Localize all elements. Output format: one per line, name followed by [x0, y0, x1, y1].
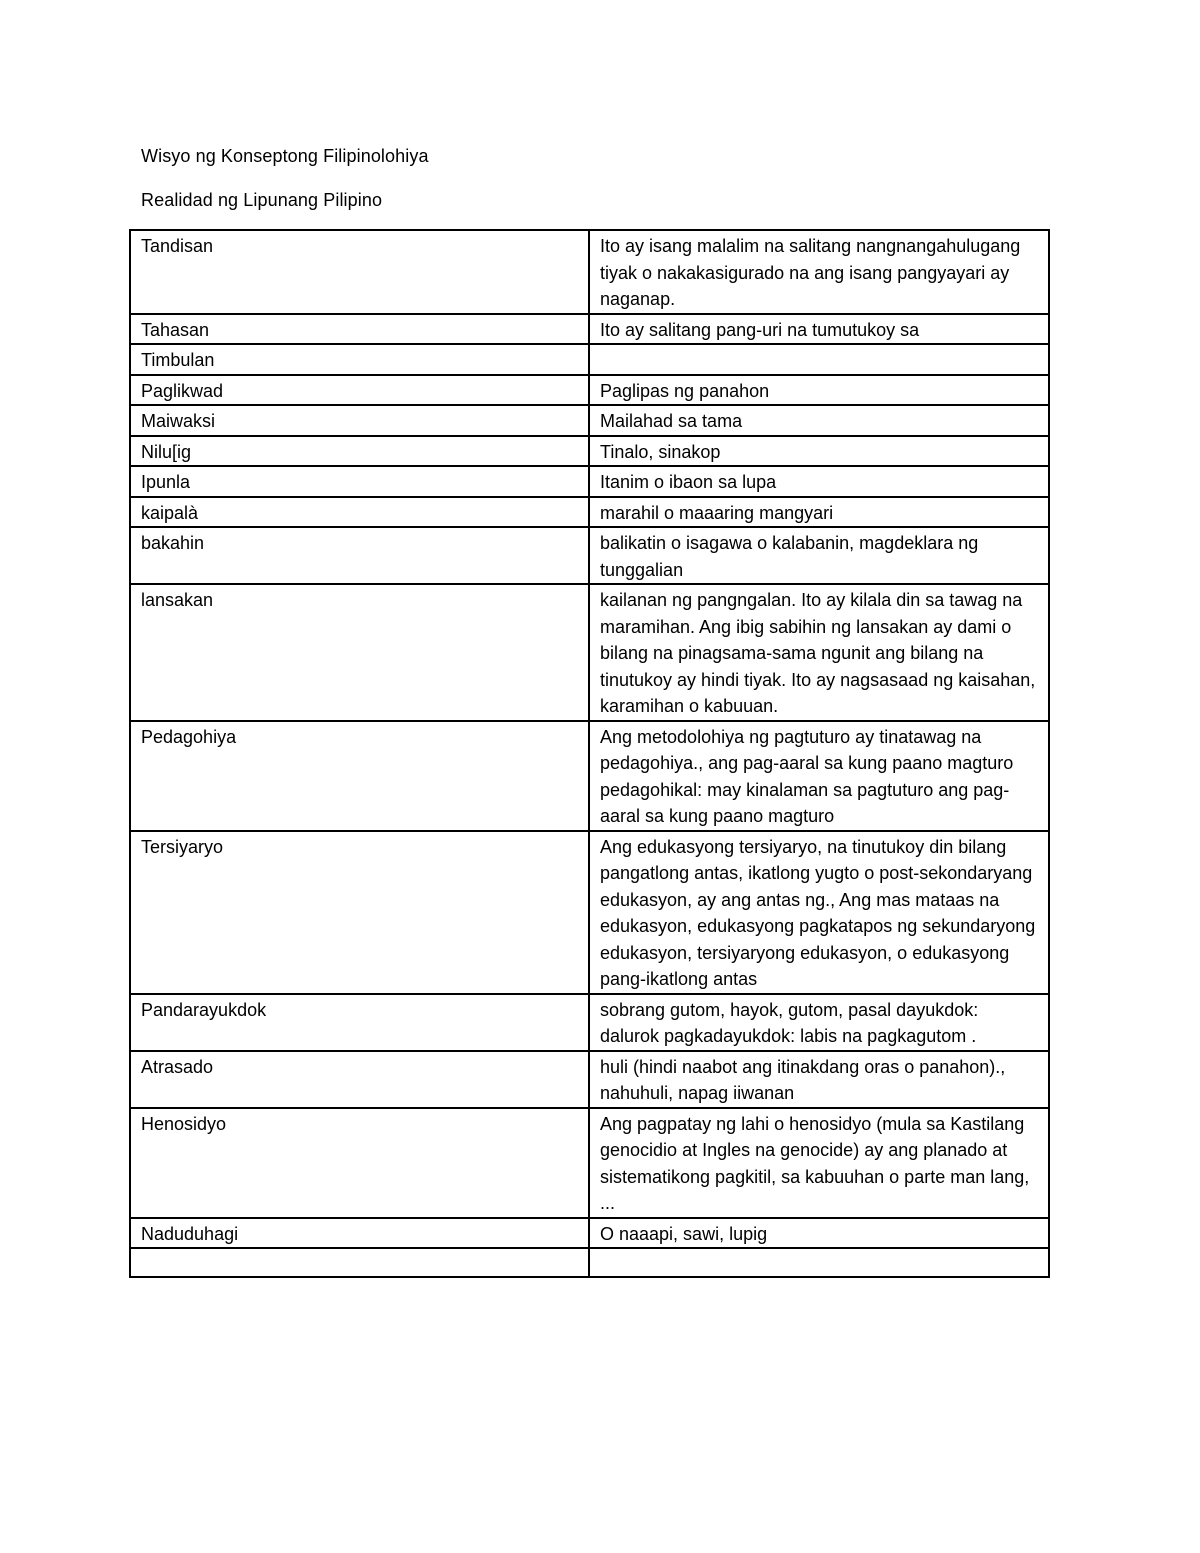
- definition-cell: Ito ay salitang pang-uri na tumutukoy sa: [589, 314, 1049, 345]
- term-cell: Pedagohiya: [130, 721, 589, 831]
- term-cell: Maiwaksi: [130, 405, 589, 436]
- table-row: [130, 1108, 1049, 1218]
- term-cell: Naduduhagi: [130, 1218, 589, 1249]
- definition-cell: Tinalo, sinakop: [589, 436, 1049, 467]
- term-cell: lansakan: [130, 584, 589, 721]
- definition-cell: Paglipas ng panahon: [589, 375, 1049, 406]
- term-cell: Paglikwad: [130, 375, 589, 406]
- definition-cell: Itanim o ibaon sa lupa: [589, 466, 1049, 497]
- table-row: [130, 314, 1049, 345]
- definition-cell: Mailahad sa tama: [589, 405, 1049, 436]
- term-cell: kaipalà: [130, 497, 589, 528]
- table-row: [130, 497, 1049, 528]
- table-row: [130, 344, 1049, 375]
- term-cell: bakahin: [130, 527, 589, 584]
- definition-cell: [589, 344, 1049, 375]
- term-cell: Nilu[ig: [130, 436, 589, 467]
- table-row: [130, 1051, 1049, 1108]
- definition-cell: Ang pagpatay ng lahi o henosidyo (mula sa Kastilang genocidio at Ingles na genocide) ay ang planado at sistematikong pagkitil, sa kabuuhan o parte man lang, ...: [589, 1108, 1049, 1218]
- term-cell: Tandisan: [130, 230, 589, 314]
- definition-cell: O naaapi, sawi, lupig: [589, 1218, 1049, 1249]
- document-title: Wisyo ng Konseptong Filipinolohiya: [141, 146, 429, 166]
- table-row: [130, 994, 1049, 1051]
- term-cell: Henosidyo: [130, 1108, 589, 1218]
- term-cell: Ipunla: [130, 466, 589, 497]
- definition-cell: kailanan ng pangngalan. Ito ay kilala din sa tawag na maramihan. Ang ibig sabihin ng lansakan ay dami o bilang na pinagsama-sama ngunit ang bilang na tinutukoy ay hindi tiyak. Ito ay nagsasaad ng kaisahan, karamihan o kabuuan.: [589, 584, 1049, 721]
- table-row: [130, 405, 1049, 436]
- document-subtitle: Realidad ng Lipunang Pilipino: [141, 190, 383, 210]
- definition-cell: Ang metodolohiya ng pagtuturo ay tinatawag na pedagohiya., ang pag-aaral sa kung paano magturo pedagohikal: may kinalaman sa pagtuturo ang pag-aaral sa kung paano magturo: [589, 721, 1049, 831]
- table-row: [130, 1248, 1049, 1277]
- definition-cell: marahil o maaaring mangyari: [589, 497, 1049, 528]
- table-row: [130, 466, 1049, 497]
- table-row: [130, 721, 1049, 831]
- table-row: [130, 1218, 1049, 1249]
- definition-cell: huli (hindi naabot ang itinakdang oras o panahon)., nahuhuli, napag iiwanan: [589, 1051, 1049, 1108]
- table-row: [130, 375, 1049, 406]
- term-cell: [130, 1248, 589, 1277]
- definition-cell: [589, 1248, 1049, 1277]
- definition-cell: Ang edukasyong tersiyaryo, na tinutukoy din bilang pangatlong antas, ikatlong yugto o post-sekondaryang edukasyon, ay ang antas ng., Ang mas mataas na edukasyon, edukasyong pagkatapos ng sekundaryong edukasyon, tersiyaryong edukasyon, o edukasyong pang-ikatlong antas: [589, 831, 1049, 994]
- table-row: [130, 527, 1049, 584]
- table-row: [130, 584, 1049, 721]
- term-cell: Tersiyaryo: [130, 831, 589, 994]
- term-cell: Atrasado: [130, 1051, 589, 1108]
- table-row: [130, 436, 1049, 467]
- term-cell: Tahasan: [130, 314, 589, 345]
- table-row: [130, 230, 1049, 314]
- table-row: [130, 831, 1049, 994]
- definition-cell: Ito ay isang malalim na salitang nangnangahulugang tiyak o nakakasigurado na ang isang pangyayari ay naganap.: [589, 230, 1049, 314]
- definition-cell: sobrang gutom, hayok, gutom, pasal dayukdok: dalurok pagkadayukdok: labis na pagkagutom .: [589, 994, 1049, 1051]
- term-cell: Pandarayukdok: [130, 994, 589, 1051]
- term-cell: Timbulan: [130, 344, 589, 375]
- definition-cell: balikatin o isagawa o kalabanin, magdeklara ng tunggalian: [589, 527, 1049, 584]
- glossary-table: [129, 229, 1050, 1278]
